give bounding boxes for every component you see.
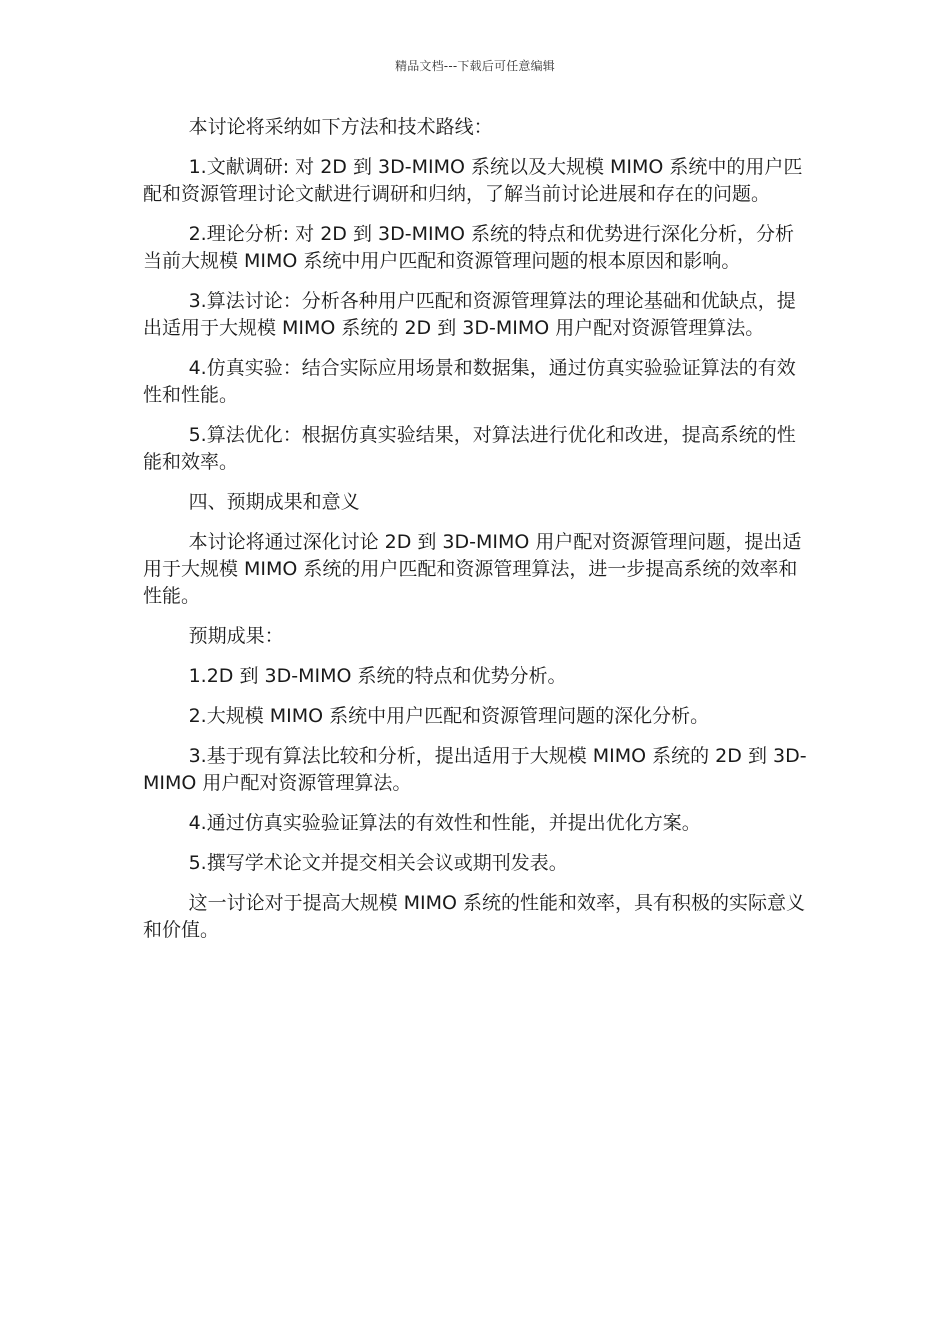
paragraph-theory-analysis: 2.理论分析: 对 2D 到 3D-MIMO 系统的特点和优势进行深化分析，分析当前大规模 MIMO 系统中用户匹配和资源管理问题的根本原因和影响。 bbox=[143, 223, 794, 272]
list-item-result-3: 3.基于现有算法比较和分析，提出适用于大规模 MIMO 系统的 2D 到 3D-MIMO 用户配对资源管理算法。 bbox=[143, 745, 807, 794]
paragraph-conclusion: 这一讨论对于提高大规模 MIMO 系统的性能和效率，具有积极的实际意义和价值。 bbox=[143, 892, 806, 941]
list-item-result-5: 5.撰写学术论文并提交相关会议或期刊发表。 bbox=[188, 852, 568, 874]
list-item-result-4: 4.通过仿真实验验证算法的有效性和性能，并提出优化方案。 bbox=[188, 812, 701, 834]
paragraph-simulation: 4.仿真实验：结合实际应用场景和数据集，通过仿真实验验证算法的有效性和性能。 bbox=[143, 357, 796, 406]
document-body bbox=[143, 114, 811, 957]
paragraph-methods-intro: 本讨论将采纳如下方法和技术路线： bbox=[188, 116, 493, 138]
paragraph-optimization: 5.算法优化：根据仿真实验结果，对算法进行优化和改进，提高系统的性能和效率。 bbox=[143, 424, 796, 473]
paragraph-algorithm-discussion: 3.算法讨论：分析各种用户匹配和资源管理算法的理论基础和优缺点，提出适用于大规模 MIMO 系统的 2D 到 3D-MIMO 用户配对资源管理算法。 bbox=[143, 290, 796, 339]
page-header: 精品文档---下载后可任意编辑 bbox=[395, 59, 555, 73]
paragraph-significance-intro: 本讨论将通过深化讨论 2D 到 3D-MIMO 用户配对资源管理问题，提出适用于大规模 MIMO 系统的用户匹配和资源管理算法，进一步提高系统的效率和性能。 bbox=[143, 531, 802, 607]
paragraph-literature-review: 1.文献调研: 对 2D 到 3D-MIMO 系统以及大规模 MIMO 系统中的用户匹配和资源管理讨论文献进行调研和归纳，了解当前讨论进展和存在的问题。 bbox=[143, 156, 803, 205]
paragraph-expected-results-label: 预期成果： bbox=[188, 625, 284, 647]
list-item-result-1: 1.2D 到 3D-MIMO 系统的特点和优势分析。 bbox=[188, 665, 567, 687]
list-item-result-2: 2.大规模 MIMO 系统中用户匹配和资源管理问题的深化分析。 bbox=[188, 705, 710, 727]
section-heading-expected-results: 四、预期成果和意义 bbox=[188, 491, 360, 513]
